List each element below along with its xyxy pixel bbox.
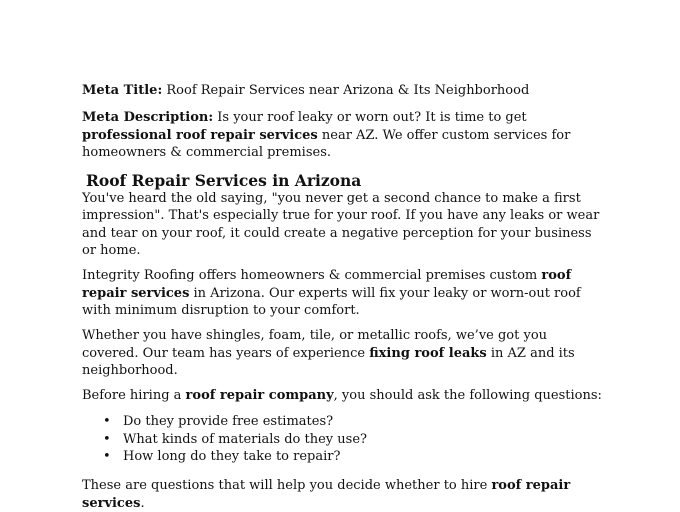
meta-title [82, 82, 602, 99]
bullet-icon: • [103, 449, 111, 465]
document-body [82, 82, 602, 512]
paragraph-intro: You've heard the old saying, "you never get a second chance to make a first impression". That's especially true for your roof. If you have any leaks or wear and tear on your roof, it could create a negative perception for your business or home. [82, 191, 600, 259]
meta-description-text-2: near AZ. We offer custom services for homeowners & commercial premises. [82, 127, 571, 160]
list-item-text: What kinds of materials do they use? [123, 431, 367, 447]
paragraph-roof-types-bold: fixing roof leaks [369, 345, 487, 361]
list-item [82, 448, 602, 465]
meta-description [82, 109, 602, 161]
bullet-icon: • [103, 414, 111, 430]
meta-description-text-1: Is your roof leaky or worn out? It is time to get [213, 110, 527, 126]
meta-description-label: Meta Description: [82, 110, 214, 126]
list-item-text: Do they provide free estimates? [123, 414, 334, 430]
paragraph-before-hiring-bold: roof repair company [185, 388, 334, 404]
paragraph-roof-types [82, 327, 602, 379]
paragraph-before-hiring-text-1: Before hiring a [82, 388, 186, 404]
paragraph-integrity-bold: roof repair services [82, 268, 572, 301]
meta-title-label: Meta Title: [82, 83, 163, 98]
list-item [82, 413, 602, 430]
paragraph-integrity-text-2: in Arizona. Our experts will fix your leaky or worn-out roof with minimum disruption to your comfort. [82, 285, 581, 318]
meta-description-bold: professional roof repair services [82, 127, 318, 143]
paragraph-roof-types-text-2: in AZ and its neighborhood. [82, 345, 575, 378]
bullet-icon: • [103, 431, 111, 447]
paragraph-closing-bold: roof repair services [82, 478, 571, 511]
meta-title-text: Roof Repair Services near Arizona & Its Neighborhood [162, 83, 530, 98]
paragraph-closing-text-1: These are questions that will help you decide whether to hire [82, 478, 492, 494]
questions-list [82, 413, 602, 465]
list-item-text: How long do they take to repair? [123, 449, 341, 465]
paragraph-integrity-text-1: Integrity Roofing offers homeowners & commercial premises custom [82, 268, 542, 284]
paragraph-closing [82, 477, 602, 512]
section-heading: Roof Repair Services in Arizona [86, 171, 362, 191]
paragraph-closing-text-2: . [140, 495, 145, 511]
list-item [82, 431, 602, 448]
paragraph-before-hiring-text-2: , you should ask the following questions: [333, 388, 602, 404]
paragraph-roof-types-text-1: Whether you have shingles, foam, tile, or metallic roofs, we’ve got you covered. Our team has years of experience [82, 328, 548, 361]
paragraph-integrity [82, 267, 602, 319]
paragraph-before-hiring [82, 387, 602, 404]
